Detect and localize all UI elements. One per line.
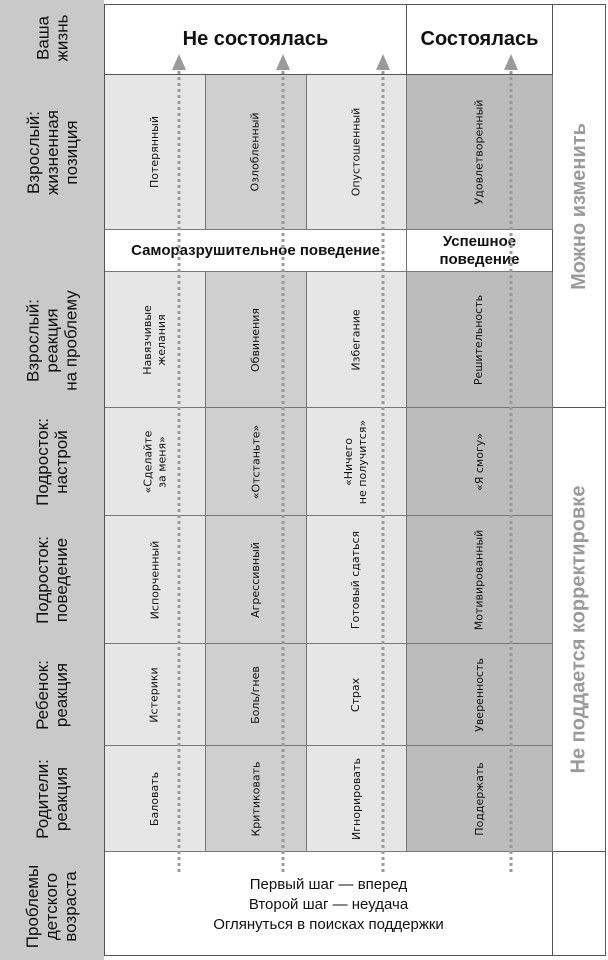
band-self-destructive-text: Саморазрушительное поведение — [131, 241, 380, 259]
right-col-top — [553, 5, 605, 408]
cell-text: Уверенность — [472, 657, 486, 732]
row-label-life-text: Ваша жизнь — [32, 14, 71, 61]
cell-teen-behavior-1 — [105, 516, 206, 644]
cell-adult-reaction-3 — [307, 272, 407, 408]
right-col-bottom — [553, 408, 605, 852]
cell-child-reaction-2 — [206, 644, 307, 746]
cell-child-reaction-1 — [105, 644, 206, 746]
cell-text: Критиковать — [249, 761, 262, 836]
cell-text: Удовлетворенный — [472, 99, 486, 205]
cell-teen-attitude-3 — [307, 408, 407, 516]
row-label-parents-reaction-text: Родители: реакция — [33, 759, 71, 839]
cell-teen-behavior-4 — [407, 516, 553, 644]
cell-text: Поддержать — [472, 761, 486, 836]
cell-text: Мотивированный — [472, 529, 486, 630]
cell-text: Опустошенный — [349, 107, 363, 197]
header-failed-text: Не состоялась — [182, 28, 329, 50]
row-label-life — [0, 0, 104, 75]
cell-text: Игнорировать — [349, 757, 363, 840]
cell-text: «Ничего не получится» — [342, 419, 370, 504]
row-label-childhood-problems — [0, 852, 104, 960]
cell-teen-behavior-3 — [307, 516, 407, 644]
row-label-parents-reaction — [0, 746, 104, 852]
cell-adult-position-1 — [105, 75, 206, 230]
bottom-line-3: Оглянуться в поисках поддержки — [213, 916, 444, 933]
row-label-adult-reaction — [0, 272, 104, 408]
row-label-teen-attitude — [0, 408, 104, 516]
row-label-child-reaction — [0, 644, 104, 746]
band-successful-text: Успешное поведение — [439, 232, 520, 268]
cell-parents-reaction-3 — [307, 746, 407, 852]
cell-parents-reaction-2 — [206, 746, 307, 852]
bottom-line-1: Первый шаг — вперед — [249, 876, 408, 893]
cell-text: «Я смогу» — [472, 432, 486, 491]
row-label-adult-position — [0, 75, 104, 230]
cell-text: «Отстаньте» — [248, 424, 262, 499]
cell-adult-position-2 — [206, 75, 307, 230]
cell-text: Страх — [349, 677, 363, 712]
cell-teen-attitude-2 — [206, 408, 307, 516]
cell-text: Озлобленный — [248, 112, 262, 192]
bottom-lines — [213, 875, 444, 935]
right-label-cannot-correct: Не поддается корректировке — [567, 485, 590, 774]
cell-text: Готовый сдаться — [349, 530, 363, 629]
right-label-can-change: Можно изменить — [567, 122, 590, 290]
header-failed — [105, 5, 407, 75]
cell-text: Навязчивые желания — [140, 304, 168, 375]
cell-adult-reaction-4 — [407, 272, 553, 408]
cell-teen-behavior-2 — [206, 516, 307, 644]
row-label-teen-behavior-text: Подросток: поведение — [33, 536, 71, 624]
cell-child-reaction-4 — [407, 644, 553, 746]
row-label-teen-attitude-text: Подросток: настрой — [33, 418, 71, 506]
cell-text: Баловать — [147, 771, 161, 826]
cell-text: Обвинения — [249, 307, 262, 372]
cell-adult-position-4 — [407, 75, 553, 230]
header-succeeded-text: Состоялась — [420, 28, 539, 50]
band-self-destructive — [105, 230, 407, 272]
cell-text: «Сделайте за меня» — [140, 430, 168, 493]
cell-parents-reaction-4 — [407, 746, 553, 852]
cell-text: Истерики — [147, 666, 161, 723]
header-succeeded — [407, 5, 553, 75]
cell-adult-position-3 — [307, 75, 407, 230]
cell-text: Избегание — [349, 308, 363, 371]
row-label-childhood-problems-text: Проблемы детского возраста — [23, 864, 81, 948]
cell-teen-attitude-1 — [105, 408, 206, 516]
band-successful — [407, 230, 553, 272]
cell-text: Боль/гнев — [249, 665, 262, 724]
row-label-child-reaction-text: Ребенок: реакция — [32, 660, 71, 730]
cell-text: Агрессивный — [249, 541, 262, 618]
row-label-adult-position-text: Взрослый: жизненная позиция — [23, 110, 81, 195]
bottom-problems-area — [105, 852, 553, 955]
cell-child-reaction-3 — [307, 644, 407, 746]
cell-parents-reaction-1 — [105, 746, 206, 852]
row-label-teen-behavior — [0, 516, 104, 644]
cell-text: Испорченный — [147, 540, 161, 619]
row-label-adult-reaction-text: Взрослый: реакция на проблему — [23, 289, 81, 391]
bottom-line-2: Второй шаг — неудача — [248, 896, 409, 913]
cell-teen-attitude-4 — [407, 408, 553, 516]
cell-text: Потерянный — [148, 116, 161, 188]
cell-adult-reaction-2 — [206, 272, 307, 408]
cell-text: Решительность — [472, 294, 486, 385]
cell-adult-reaction-1 — [105, 272, 206, 408]
